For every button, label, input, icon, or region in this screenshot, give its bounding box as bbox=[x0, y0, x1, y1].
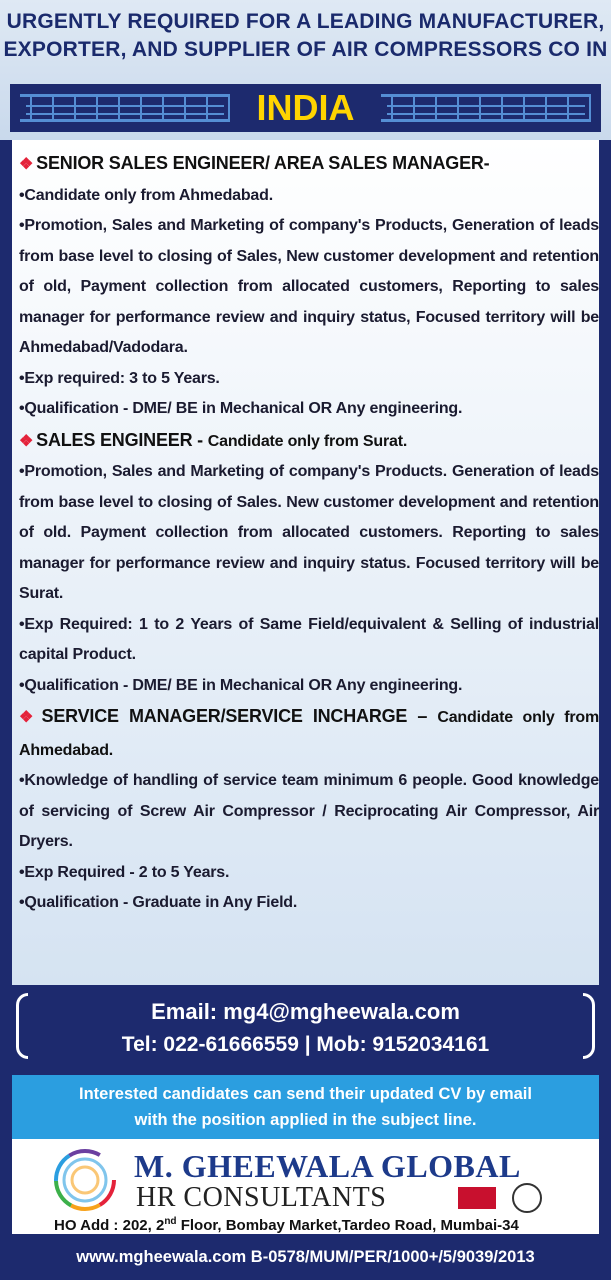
job-bullet: •Exp Required - 2 to 5 Years. bbox=[19, 863, 230, 881]
email-line[interactable]: Email: mg4@mgheewala.com bbox=[151, 999, 460, 1024]
job-bullet: •Qualification - DME/ BE in Mechanical OR Any engineering. bbox=[19, 676, 463, 694]
job-bullet: •Promotion, Sales and Marketing of company's Products, Generation of leads from base level to closing of Sales, New customer development and retention of old, Payment collection from allocated customers, Reporting to sales manager for performance review and inquiry status, Focused territory will be Ahmedabad/Vadodara. bbox=[19, 217, 599, 356]
company-name: M. GHEEWALA GLOBAL bbox=[134, 1148, 521, 1184]
diamond-bullet-icon: ❖ bbox=[19, 709, 39, 726]
headline-line1: URGENTLY REQUIRED FOR A LEADING MANUFACTURER, bbox=[6, 10, 605, 33]
company-footer bbox=[12, 1139, 599, 1234]
company-address bbox=[54, 1212, 519, 1236]
job-bullet: •Qualification - DME/ BE in Mechanical OR Any engineering. bbox=[19, 400, 463, 417]
header bbox=[0, 0, 611, 140]
contact-box bbox=[16, 993, 595, 1065]
apply-line2: with the position applied in the subject line. bbox=[134, 1111, 477, 1129]
job-title-text: SENIOR SALES ENGINEER/ AREA SALES MANAGER- bbox=[36, 153, 490, 173]
apply-instructions bbox=[12, 1075, 599, 1139]
country-title: INDIA bbox=[256, 87, 355, 128]
certification-seal-icon bbox=[458, 1183, 554, 1215]
job-bullet: •Exp required: 3 to 5 Years. bbox=[19, 369, 220, 387]
job-title-tail: Candidate only from Ahmedabad. bbox=[19, 709, 599, 759]
address-rest: Floor, Bombay Market,Tardeo Road, Mumbai-34 bbox=[176, 1217, 519, 1234]
phone-line: Tel: 022-61666559 | Mob: 9152034161 bbox=[121, 1033, 490, 1056]
cert-seal-icon bbox=[512, 1183, 542, 1213]
job-title-text: SERVICE MANAGER/SERVICE INCHARGE – bbox=[41, 706, 438, 726]
diamond-bullet-icon: ❖ bbox=[19, 432, 34, 450]
job-bullet: •Promotion, Sales and Marketing of company's Products. Generation of leads from base level to closing of Sales. New customer development and retention of old. Payment collection from allocated customers. Reporting to sales manager for performance review and inquiry status. Focused territory will be Surat. bbox=[19, 463, 599, 602]
address-sup: nd bbox=[164, 1216, 177, 1227]
diamond-bullet-icon: ❖ bbox=[19, 156, 34, 173]
cert-badge-icon bbox=[458, 1187, 496, 1209]
job-title-service-manager bbox=[19, 701, 599, 766]
job-title-senior-sales bbox=[19, 148, 599, 181]
headline bbox=[0, 8, 611, 64]
job-listings-panel bbox=[12, 140, 599, 985]
job-bullet: •Candidate only from Ahmedabad. bbox=[19, 186, 273, 204]
job-listings bbox=[19, 148, 599, 919]
job-title-sales-engineer bbox=[19, 425, 599, 458]
job-title-tail: Candidate only from Surat. bbox=[207, 432, 408, 450]
job-bullet: •Exp Required: 1 to 2 Years of Same Field/equivalent & Selling of industrial capital Product. bbox=[19, 615, 599, 663]
headline-line2: EXPORTER, AND SUPPLIER OF AIR COMPRESSORS CO IN bbox=[3, 38, 608, 61]
address-prefix: HO Add : 202, 2 bbox=[54, 1217, 165, 1234]
apply-line1: Interested candidates can send their updated CV by email bbox=[79, 1085, 532, 1103]
job-bullet: •Qualification - Graduate in Any Field. bbox=[19, 894, 298, 911]
job-bullet: •Knowledge of handling of service team minimum 6 people. Good knowledge of servicing of Screw Air Compressor / Reciprocating Air Compressor, Air Dryers. bbox=[19, 772, 599, 850]
rainbow-ring-logo-icon bbox=[52, 1147, 118, 1213]
job-title-text: SALES ENGINEER - bbox=[36, 429, 208, 450]
website-license-line[interactable]: www.mgheewala.com B-0578/MUM/PER/1000+/5/9039/2013 bbox=[76, 1248, 535, 1266]
company-subtitle: HR CONSULTANTS bbox=[136, 1182, 387, 1213]
